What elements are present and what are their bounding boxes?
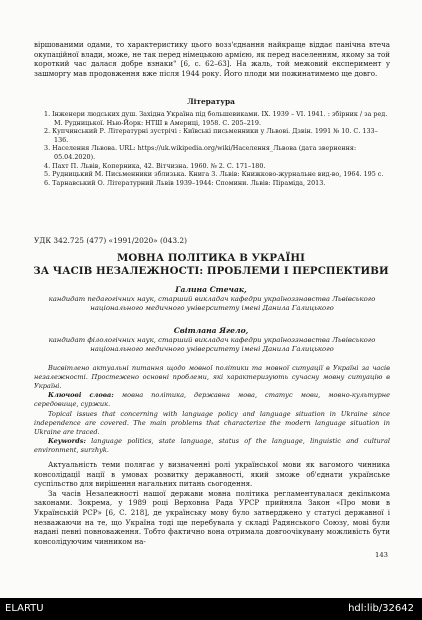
page-number: 143 xyxy=(375,551,388,559)
body-paragraph: За часів Незалежності нашої держави мовна політика регламентувалася декількома законами. Зокрема, у 1989 році Верховна Рада УРСР прийняла Закон «Про мови в Українській РСР» [6, С. 218], де українську мову було затверджено у статусі державної і незважаючи на те, що Україна тоді ще перебувала у складі Радянського Союзу, мові були надані певні повноваження. Тобто фактично вона отримала довгоочікувану можливість бути консолідуючим чинником на- xyxy=(34,488,390,546)
reference-item: 6. Тарнавський О. Літературний Львів 1939–1944: Спомини. Львів: Піраміда, 2013. xyxy=(44,178,326,187)
reference-item: 2. Купчинський Р. Літературні зустрічі : Київські письменники у Львові. Дзвін. 1991 № 10. С. 133–136. xyxy=(44,127,378,144)
reference-list xyxy=(34,110,390,187)
handle-id: hdl:lib/32642 xyxy=(348,603,414,614)
abstract-ukrainian: Висвітлено актуальні питання щодо мовної політики та мовної ситуації в Україні за часів незалежності. Простежено основні проблеми, які характеризують сучасну мовну ситуацію в Україні. xyxy=(34,364,390,390)
keywords-label: Keywords: xyxy=(48,437,86,445)
body-paragraph: Актуальність теми полягає у визначенні ролі української мови як вагомого чинника консолідації нації в умовах розвитку державності, який зможе об'єднати українське суспільство для вирішення нагальних питань сьогодення. xyxy=(34,460,390,489)
repository-name: ELARTU xyxy=(5,603,44,614)
keywords-english xyxy=(34,437,390,455)
keywords-text: мовна політика, державна мова, статус мови, мовно-культурне середовище, суржик. xyxy=(34,391,390,408)
article-title-line: МОВНА ПОЛІТИКА В УКРАЇНІ xyxy=(116,252,306,264)
author-name: Світлана Ягело, xyxy=(173,326,249,335)
article-title xyxy=(0,252,422,278)
reference-item: 1. Інженери людських душ. Західна Україна під большевиками. IX. 1939 – VI. 1941. : збірник / за ред. М. Рудницької. Нью-Йорк: НТШ в Америці, 1958. С. 205–219. xyxy=(44,110,388,127)
article-body xyxy=(34,460,390,546)
keywords-ukrainian xyxy=(34,391,390,409)
abstract-english: Topical issues that concerning with language policy and language situation in Ukraine since independence are covered. The main problems that characterize the modern language situation in Ukraine are traced. xyxy=(34,410,390,436)
literature-heading: Література xyxy=(187,97,235,106)
reference-item: 5. Рудницький М. Письменники зблизька. Книга 3. Львів: Книжково-журнальне вид-во, 1964. 195 с. xyxy=(44,170,384,179)
reference-item: 4. Пахт П. Львів, Коперника, 42. Вітчизна. 1960. № 2. С. 171–180. xyxy=(44,161,266,170)
author-affiliation: кандидат філологічних наук, старший викладач кафедри україноззнавства Львівського національного медичного університету імені Данила Галицького xyxy=(48,336,376,354)
intro-paragraph: вiршованими одами, то характеристику цього возз'єднання найкраще віддає панічна втеча окупаційної влади, може, не так перед німецькою армією, як перед населенням, якому за той короткий час далася добре взнаки" [6, с. 62–63]. На жаль, той межовий експеримент у зашморгу мав продовження вже після 1944 року. Його плоди ми пожинатимемо ще довго. xyxy=(34,40,390,78)
keywords-text: language politics, state language, status of the language, linguistic and cultural environment, surzhyk. xyxy=(34,437,390,454)
author-name: Галина Стечак, xyxy=(175,285,247,294)
author-affiliation: кандидат педагогічних наук, старший викладач кафедри україноззнавства Львівського національного медичного університету імені Данила Галицького xyxy=(48,295,376,313)
keywords-label: Ключові слова: xyxy=(48,391,114,399)
repository-footer xyxy=(0,598,422,620)
article-title-line: ЗА ЧАСІВ НЕЗАЛЕЖНОСТІ: ПРОБЛЕМИ І ПЕРСПЕКТИВИ xyxy=(33,265,389,277)
udk-code: УДК 342.725 (477) «1991/2020» (043.2) xyxy=(34,236,187,245)
reference-item: 3. Населення Львова. URL: https://uk.wikipedia.org/wiki/Населення_Львова (дата звернення: 05.04.2020). xyxy=(44,144,357,161)
